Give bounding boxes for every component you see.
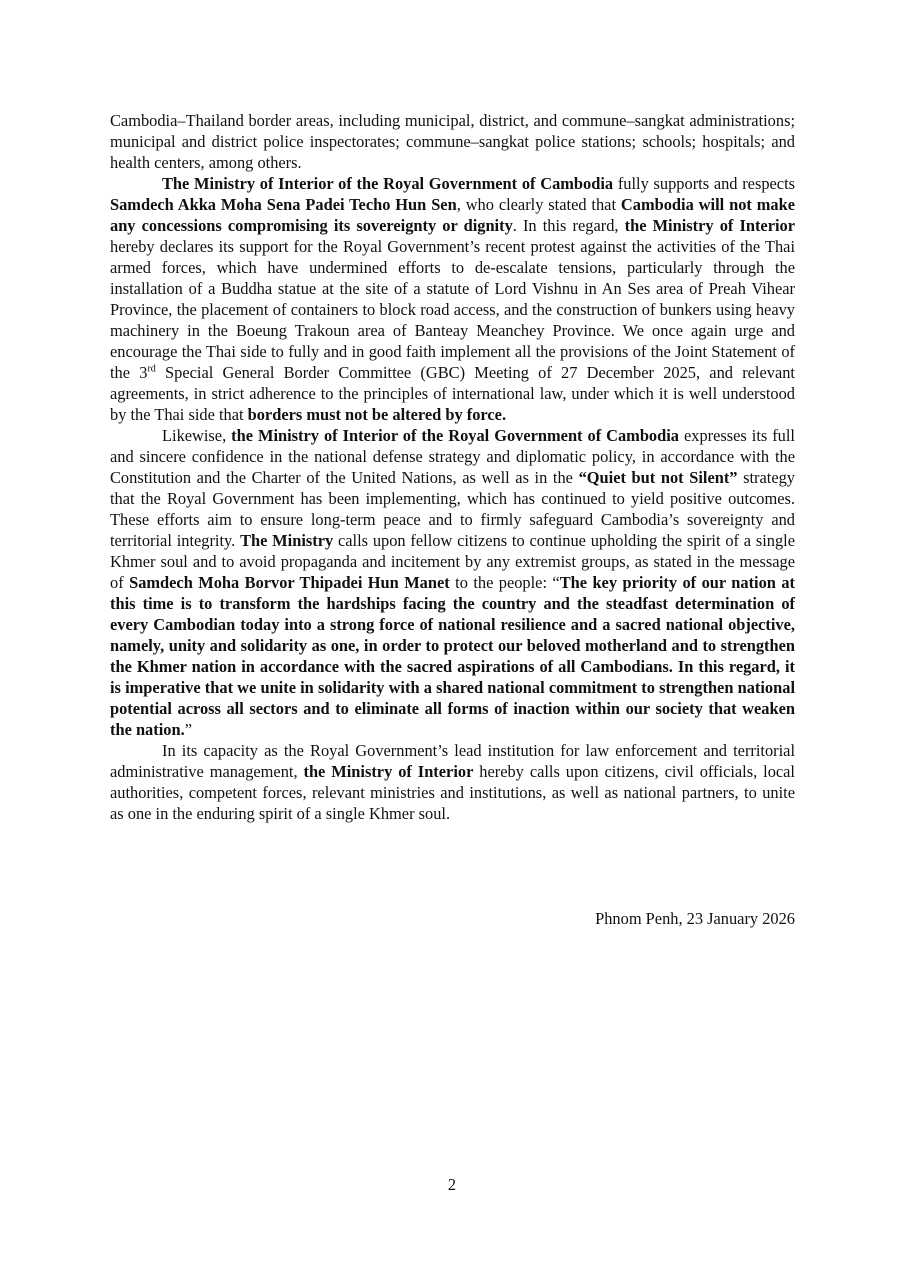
superscript-text: rd	[147, 363, 156, 375]
place-and-date: Phnom Penh, 23 January 2026	[595, 909, 795, 928]
text-run: strategy that the Royal Government has been implementing, which has continued to yield positive outcomes. These efforts aim to ensure long-term peace and to firmly safeguard Cambodia’s sovereignty and territorial integrity.	[110, 468, 796, 550]
bold-text: Cambodia will not make any concessions compromising its sovereignty or dignity	[110, 195, 795, 235]
bold-text: The Ministry	[240, 531, 334, 550]
text-run: Cambodia–Thailand border areas, including municipal, district, and commune–sangkat administrations; municipal and district police inspectorates; commune–sangkat police stations; schools; hospitals; and health centers, among others.	[110, 111, 795, 172]
bold-text: the Ministry of Interior	[624, 216, 795, 235]
bold-text: The key priority of our nation at this time is to transform the hardships facing the country and the steadfast determination of every Cambodian today into a strong force of national resilience and a sacred national objective, namely, unity and solidarity as one, in order to protect our beloved motherland and to strengthen the Khmer nation in accordance with the sacred aspirations of all Cambodians. In this regard, it is imperative that we unite in solidarity with a shared national commitment to strengthen national potential across all sectors and to eliminate all forms of inaction within our society that weaken the nation.	[110, 573, 795, 739]
text-run: fully supports and respects	[613, 174, 796, 193]
text-run: to the people: “	[449, 573, 560, 592]
text-run: ”	[184, 720, 192, 739]
text-run: In its capacity as the Royal Government’s lead institution for law enforcement and territorial administrative management,	[110, 741, 795, 781]
text-run: expresses its full and sincere confidence in the national defense strategy and diplomatic policy, in accordance with the Constitution and the Charter of the United Nations, as well as in the	[110, 426, 795, 487]
paragraph-ministry-support	[110, 173, 795, 425]
bold-text: The Ministry of Interior of the Royal Government of Cambodia	[162, 174, 614, 193]
bold-text: the Ministry of Interior of the Royal Government of Cambodia	[231, 426, 679, 445]
text-run: hereby calls upon citizens, civil officials, local authorities, competent forces, relevant ministries and institutions, as well as national partners, to unite as one in the enduring spirit of a single Khmer soul.	[110, 762, 795, 823]
text-run: calls upon fellow citizens to continue upholding the spirit of a single Khmer soul and to avoid propaganda and incitement by any extremist groups, as stated in the message of	[110, 531, 795, 592]
bold-text: borders must not be altered by force.	[247, 405, 507, 424]
document-body	[110, 110, 795, 824]
page-number: 2	[447, 1175, 457, 1194]
bold-text: the Ministry of Interior	[303, 762, 474, 781]
text-run: hereby declares its support for the Royal Government’s recent protest against the activities of the Thai armed forces, which have undermined efforts to de-escalate tensions, particularly through the installation of a Buddha statue at the site of a statute of Lord Vishnu in An Ses area of Preah Vihear Province, the placement of containers to block road access, and the construction of bunkers using heavy machinery in the Boeung Trakoun area of Banteay Meanchey Province. We once again urge and encourage the Thai side to fully and in good faith implement all the provisions of the Joint Statement of the 3	[110, 237, 795, 382]
paragraph-call-to-unite	[110, 740, 795, 824]
text-run: Likewise,	[162, 426, 232, 445]
paragraph-confidence-strategy	[110, 425, 795, 740]
text-run: , who clearly stated that	[456, 195, 621, 214]
bold-text: “Quiet but not Silent”	[578, 468, 738, 487]
bold-text: Samdech Moha Borvor Thipadei Hun Manet	[129, 573, 450, 592]
text-run: . In this regard,	[512, 216, 625, 235]
text-run: Special General Border Committee (GBC) Meeting of 27 December 2025, and relevant agreements, in strict adherence to the principles of international law, under which it is well understood by the Thai side that	[110, 363, 795, 424]
paragraph-continuation	[110, 110, 795, 173]
bold-text: Samdech Akka Moha Sena Padei Techo Hun Sen	[110, 195, 457, 214]
